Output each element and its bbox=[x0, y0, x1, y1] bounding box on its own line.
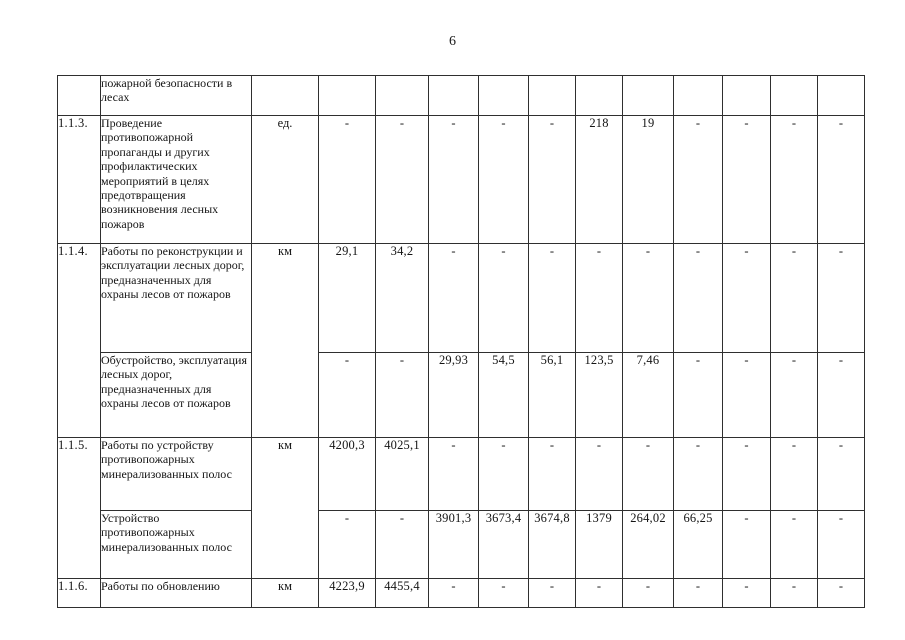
value-cell: - bbox=[771, 116, 818, 244]
table-row bbox=[58, 579, 865, 608]
value-cell: - bbox=[723, 116, 771, 244]
value-cell: - bbox=[623, 438, 674, 511]
table-row bbox=[58, 76, 865, 116]
unit bbox=[252, 76, 319, 116]
value-cell: 29,1 bbox=[319, 244, 376, 353]
value-cell: 29,93 bbox=[429, 353, 479, 438]
value-cell: - bbox=[771, 353, 818, 438]
value-cell: - bbox=[771, 244, 818, 353]
value-cell: - bbox=[723, 511, 771, 579]
value-cell: 4200,3 bbox=[319, 438, 376, 511]
value-cell: - bbox=[529, 579, 576, 608]
value-cell: - bbox=[576, 438, 623, 511]
value-cell: - bbox=[674, 438, 723, 511]
value-cell: 34,2 bbox=[376, 244, 429, 353]
value-cell: 54,5 bbox=[479, 353, 529, 438]
row-number bbox=[58, 76, 101, 116]
unit: км bbox=[252, 579, 319, 608]
value-cell: - bbox=[429, 244, 479, 353]
value-cell: - bbox=[529, 244, 576, 353]
value-cell bbox=[319, 76, 376, 116]
value-cell: - bbox=[723, 438, 771, 511]
activity-description: Обустройство, эксплуатация лесных дорог, предназначенных для охраны лесов от пожаров bbox=[101, 353, 252, 438]
value-cell: - bbox=[723, 244, 771, 353]
value-cell: - bbox=[529, 438, 576, 511]
unit: км bbox=[252, 244, 319, 438]
value-cell: - bbox=[818, 438, 865, 511]
value-cell: - bbox=[529, 116, 576, 244]
value-cell: - bbox=[818, 244, 865, 353]
unit: ед. bbox=[252, 116, 319, 244]
row-number: 1.1.3. bbox=[58, 116, 101, 244]
value-cell: 4223,9 bbox=[319, 579, 376, 608]
row-number: 1.1.6. bbox=[58, 579, 101, 608]
value-cell: - bbox=[723, 579, 771, 608]
value-cell: 19 bbox=[623, 116, 674, 244]
value-cell: 264,02 bbox=[623, 511, 674, 579]
table-row bbox=[58, 353, 865, 438]
value-cell bbox=[771, 76, 818, 116]
value-cell: - bbox=[771, 579, 818, 608]
value-cell: - bbox=[376, 511, 429, 579]
value-cell: 3673,4 bbox=[479, 511, 529, 579]
activity-description: пожарной безопасности в лесах bbox=[101, 76, 252, 116]
value-cell: - bbox=[818, 511, 865, 579]
value-cell: 123,5 bbox=[576, 353, 623, 438]
value-cell: 7,46 bbox=[623, 353, 674, 438]
page-number: 6 bbox=[449, 34, 456, 49]
activities-table bbox=[57, 75, 865, 608]
value-cell bbox=[818, 76, 865, 116]
value-cell: 218 bbox=[576, 116, 623, 244]
table-row bbox=[58, 116, 865, 244]
value-cell: - bbox=[771, 511, 818, 579]
value-cell bbox=[576, 76, 623, 116]
value-cell: - bbox=[818, 116, 865, 244]
value-cell: - bbox=[429, 438, 479, 511]
activity-description: Работы по устройству противопожарных минерализованных полос bbox=[101, 438, 252, 511]
value-cell: - bbox=[376, 116, 429, 244]
value-cell: - bbox=[319, 511, 376, 579]
value-cell: - bbox=[818, 579, 865, 608]
value-cell: - bbox=[576, 244, 623, 353]
value-cell: - bbox=[479, 244, 529, 353]
value-cell: 4455,4 bbox=[376, 579, 429, 608]
value-cell: - bbox=[319, 116, 376, 244]
value-cell: - bbox=[674, 244, 723, 353]
value-cell bbox=[479, 76, 529, 116]
unit: км bbox=[252, 438, 319, 579]
activity-description: Проведение противопожарной пропаганды и других профилактических мероприятий в целях предотвращения возникновения лесных пожаров bbox=[101, 116, 252, 244]
value-cell: 4025,1 bbox=[376, 438, 429, 511]
value-cell bbox=[623, 76, 674, 116]
value-cell: - bbox=[479, 116, 529, 244]
value-cell bbox=[674, 76, 723, 116]
value-cell: - bbox=[623, 244, 674, 353]
value-cell: - bbox=[429, 579, 479, 608]
value-cell: - bbox=[429, 116, 479, 244]
table-row bbox=[58, 438, 865, 511]
value-cell: 1379 bbox=[576, 511, 623, 579]
value-cell bbox=[723, 76, 771, 116]
value-cell: - bbox=[723, 353, 771, 438]
value-cell: - bbox=[376, 353, 429, 438]
value-cell: 3901,3 bbox=[429, 511, 479, 579]
value-cell: 56,1 bbox=[529, 353, 576, 438]
table-row bbox=[58, 511, 865, 579]
activity-description: Работы по реконструкции и эксплуатации лесных дорог, предназначенных для охраны лесов от пожаров bbox=[101, 244, 252, 353]
value-cell: - bbox=[674, 579, 723, 608]
row-number: 1.1.4. bbox=[58, 244, 101, 438]
value-cell: - bbox=[319, 353, 376, 438]
value-cell bbox=[429, 76, 479, 116]
table-row bbox=[58, 244, 865, 353]
activity-description: Устройство противопожарных минерализованных полос bbox=[101, 511, 252, 579]
activity-description: Работы по обновлению bbox=[101, 579, 252, 608]
value-cell: - bbox=[576, 579, 623, 608]
value-cell: 66,25 bbox=[674, 511, 723, 579]
value-cell: - bbox=[674, 353, 723, 438]
value-cell: - bbox=[771, 438, 818, 511]
value-cell: - bbox=[479, 579, 529, 608]
value-cell: - bbox=[674, 116, 723, 244]
row-number: 1.1.5. bbox=[58, 438, 101, 579]
value-cell: - bbox=[623, 579, 674, 608]
value-cell: 3674,8 bbox=[529, 511, 576, 579]
value-cell: - bbox=[818, 353, 865, 438]
value-cell bbox=[376, 76, 429, 116]
value-cell bbox=[529, 76, 576, 116]
value-cell: - bbox=[479, 438, 529, 511]
